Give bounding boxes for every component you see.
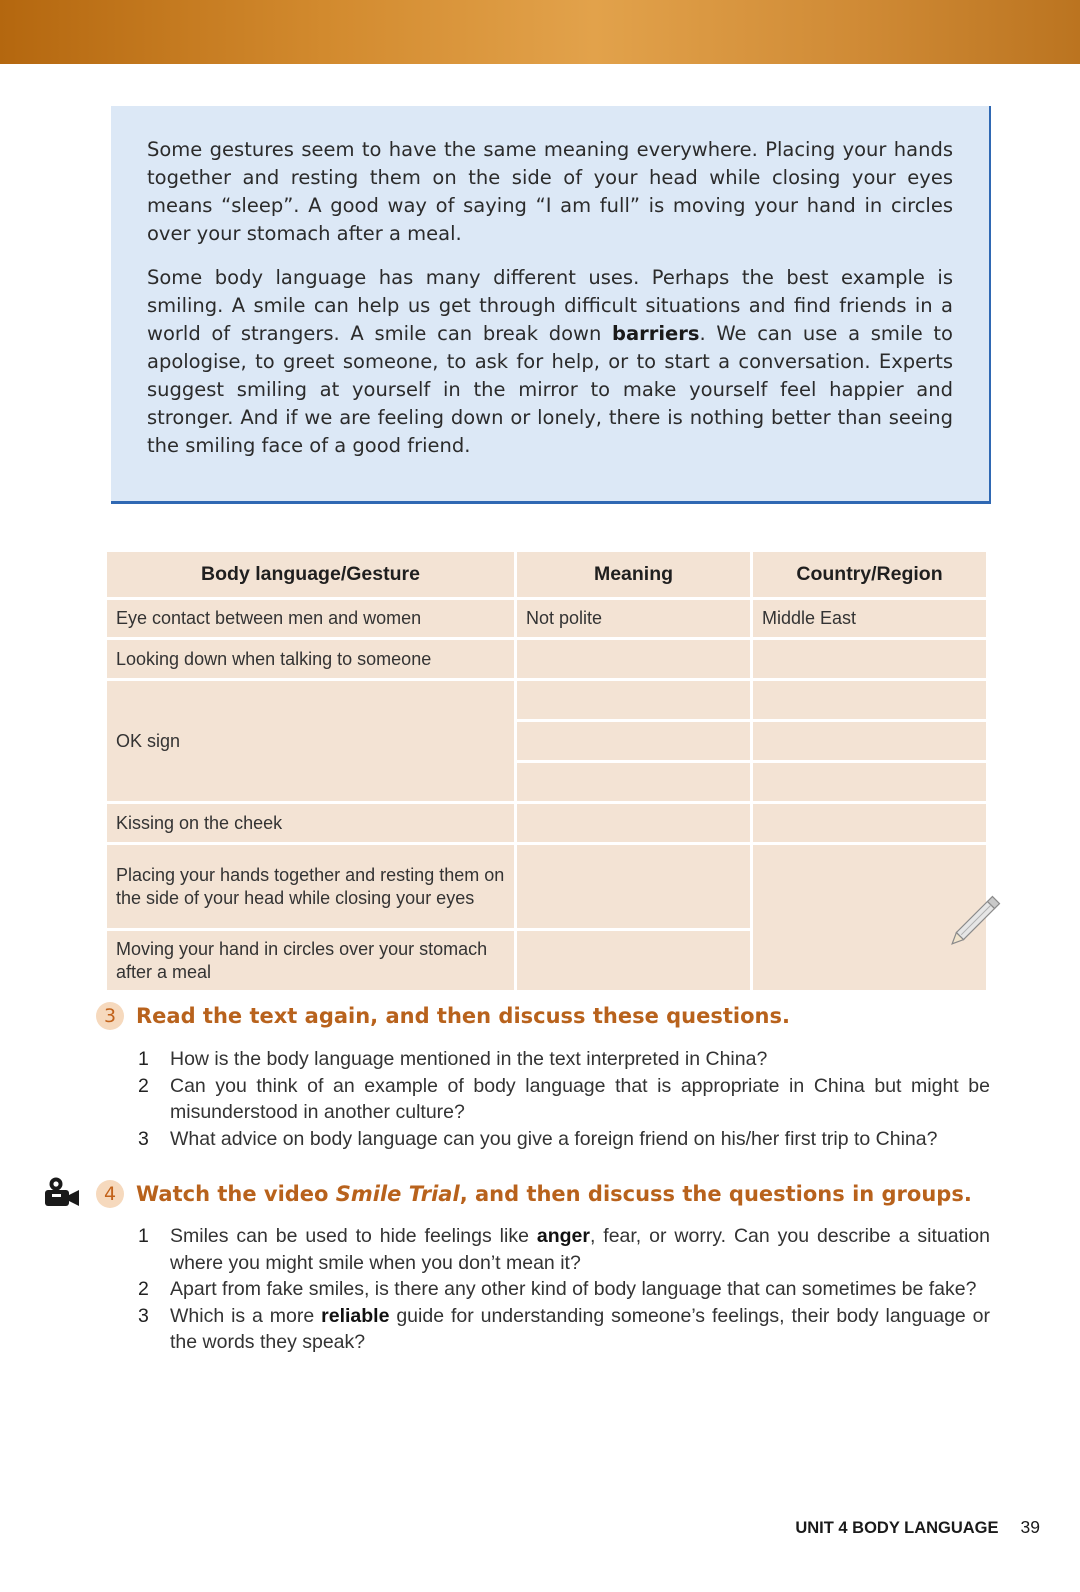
table-header-row [106, 551, 988, 599]
list-item [138, 1303, 990, 1356]
question-text-part: Which is a more [170, 1304, 322, 1327]
meaning-input-cell[interactable] [516, 639, 752, 680]
meaning-input-cell[interactable] [516, 721, 752, 762]
reading-passage [111, 106, 991, 504]
question-number: 1 [138, 1225, 149, 1247]
passage-paragraph-2 [147, 264, 953, 460]
pencil-icon [944, 882, 1014, 952]
question-text: What advice on body language can you give a foreign friend on his/her first trip to China? [170, 1127, 938, 1150]
question-text: Apart from fake smiles, is there any other kind of body language that can sometimes be fake? [170, 1278, 977, 1300]
question-text-part: Smiles can be used to hide feelings like [170, 1225, 537, 1247]
header-meaning: Meaning [516, 551, 752, 599]
question-text: How is the body language mentioned in the text interpreted in China? [170, 1048, 768, 1070]
region-input-cell[interactable] [752, 762, 988, 803]
section-3-questions [138, 1046, 990, 1152]
question-number: 3 [138, 1304, 149, 1327]
question-text-part: guide for understanding someone’s feelings, their body language or the words they speak? [170, 1304, 990, 1353]
region-input-cell[interactable] [752, 639, 988, 680]
table-row [106, 844, 988, 930]
unit-title: UNIT 4 BODY LANGUAGE [795, 1519, 999, 1537]
question-text [170, 1303, 990, 1356]
region-input-cell[interactable] [752, 721, 988, 762]
section-4-heading [96, 1180, 972, 1208]
meaning-input-cell[interactable] [516, 803, 752, 844]
table-row [106, 599, 988, 639]
table-row [106, 639, 988, 680]
passage-paragraph-1: Some gestures seem to have the same meaning everywhere. Placing your hands together and resting them on the side of your head while closing your eyes means “sleep”. A good way of saying “I am full” is moving your hand in circles over your stomach after a meal. [147, 138, 953, 245]
passage-p2-text-2: . We can use a smile to apologise, to greet someone, to ask for help, or to start a conversation. Experts suggest smiling at yourself in the mirror to make yourself feel happier and stronger. And if we are feeling down or lonely, there is nothing better than seeing the smiling face of a good friend. [147, 322, 953, 457]
table-row [106, 803, 988, 844]
question-text-part: , fear, or worry. Can you describe a situation where you might smile when you don’t mean it? [170, 1225, 990, 1274]
video-title: Smile Trial [335, 1182, 460, 1206]
section-3-heading [96, 1002, 790, 1030]
gesture-cell: Placing your hands together and resting them on the side of your head while closing your eyes [106, 844, 516, 930]
list-item [138, 1276, 990, 1303]
section-number-4: 4 [96, 1180, 124, 1208]
region-cell: Middle East [752, 599, 988, 639]
meaning-input-cell[interactable] [516, 762, 752, 803]
list-item [138, 1046, 990, 1073]
question-text: Can you think of an example of body language that is appropriate in China but might be misunderstood in another culture? [170, 1074, 990, 1123]
meaning-input-cell[interactable] [516, 930, 752, 992]
region-input-cell[interactable] [752, 680, 988, 721]
section-4-title [136, 1182, 972, 1206]
section-4-questions [138, 1223, 990, 1356]
page-number: 39 [1020, 1517, 1040, 1537]
section-number-3: 3 [96, 1002, 124, 1030]
gesture-cell: Moving your hand in circles over your stomach after a meal [106, 930, 516, 992]
meaning-input-cell[interactable] [516, 680, 752, 721]
meaning-cell: Not polite [516, 599, 752, 639]
video-camera-icon [43, 1176, 81, 1210]
list-item [138, 1073, 990, 1126]
question-number: 2 [138, 1074, 149, 1097]
passage-keyword-barriers: barriers [612, 322, 700, 345]
page-footer [700, 1517, 1040, 1538]
section-4-title-text-2: , and then discuss the questions in groups. [459, 1182, 972, 1206]
question-number: 3 [138, 1127, 149, 1150]
region-input-cell[interactable] [752, 803, 988, 844]
gesture-table [104, 549, 989, 993]
gesture-cell: Looking down when talking to someone [106, 639, 516, 680]
question-number: 2 [138, 1278, 149, 1300]
section-3-title: Read the text again, and then discuss these questions. [136, 1004, 790, 1028]
header-gesture: Body language/Gesture [106, 551, 516, 599]
passage-p2-text-1: Some body language has many different uses. Perhaps the best example is smiling. A smile can help us get through difficult situations and find friends in a world of strangers. A smile can break down [147, 266, 953, 345]
gesture-cell: OK sign [106, 680, 516, 803]
gesture-cell: Eye contact between men and women [106, 599, 516, 639]
table-row [106, 680, 988, 721]
list-item [138, 1223, 990, 1276]
header-region: Country/Region [752, 551, 988, 599]
top-banner [0, 0, 1080, 64]
list-item [138, 1126, 990, 1153]
keyword-reliable: reliable [321, 1304, 390, 1327]
keyword-anger: anger [536, 1225, 590, 1247]
gesture-cell: Kissing on the cheek [106, 803, 516, 844]
section-4-title-text-1: Watch the video [136, 1182, 336, 1206]
question-number: 1 [138, 1048, 149, 1070]
meaning-input-cell[interactable] [516, 844, 752, 930]
question-text [170, 1223, 990, 1276]
